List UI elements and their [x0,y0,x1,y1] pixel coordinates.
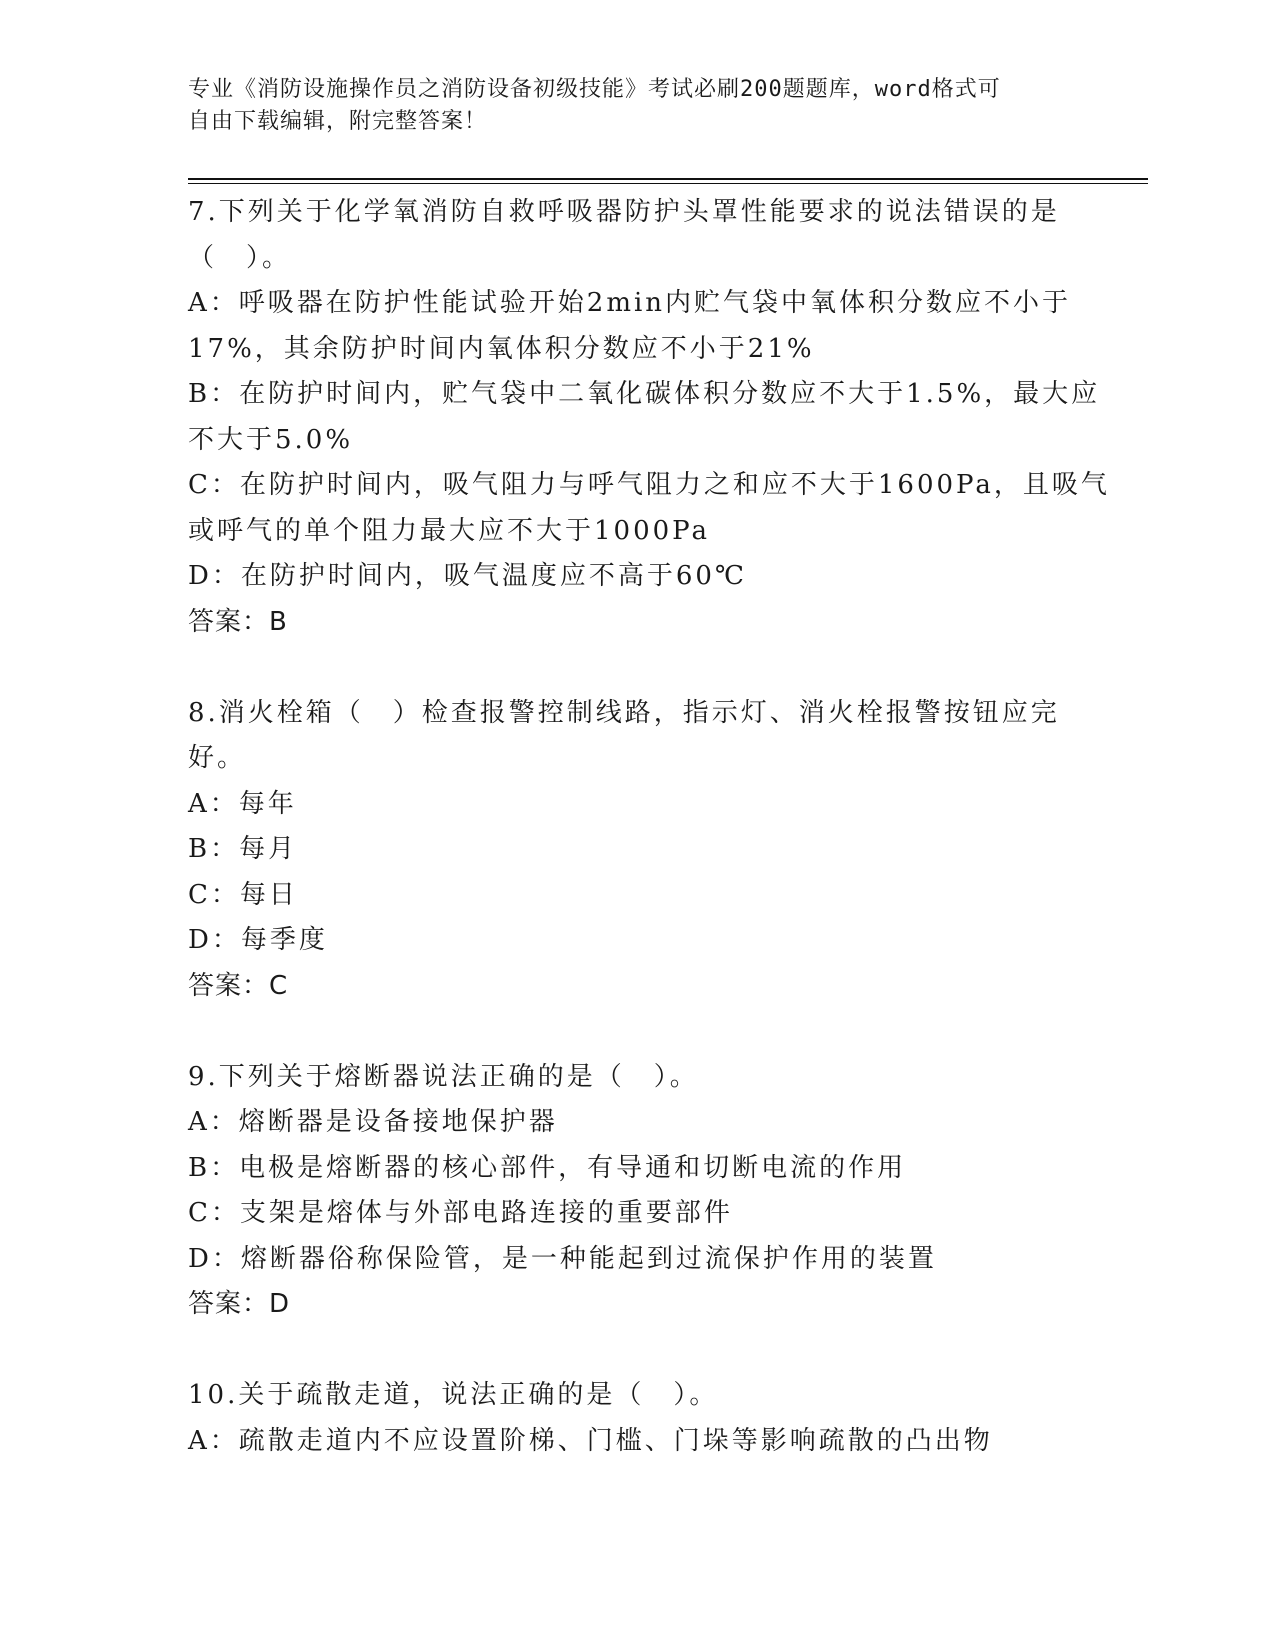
question-gap [188,645,1088,691]
option-b: B：每月 [188,834,298,864]
question-list [188,190,1110,1464]
option-c: 或呼气的单个阻力最大应不大于1000Pa [188,515,710,546]
header-line-2: 自由下载编辑，附完整答案！ [188,109,488,134]
question-stem: 9.下列关于熔断器说法正确的是（ ）。 [188,1061,699,1092]
header-line-1: 专业《消防设施操作员之消防设备初级技能》考试必刷200题题库，word格式可 [188,77,1001,102]
question-stem: 7.下列关于化学氧消防自救呼吸器防护头罩性能要求的说法错误的是 [188,197,1060,227]
option-b: 不大于5.0% [188,424,354,455]
question-8 [188,691,1088,1010]
option-d: D：在防护时间内，吸气温度应不高于60℃ [188,561,748,591]
question-10 [188,1373,1088,1464]
question-stem: 8.消火栓箱（ ）检查报警控制线路，指示灯、消火栓报警按钮应完 [188,697,1060,728]
option-c: C：支架是熔体与外部电路连接的重要部件 [188,1198,733,1228]
question-9 [188,1055,1088,1328]
option-a: A：熔断器是设备接地保护器 [188,1107,558,1137]
option-c: C：每日 [188,879,298,910]
answer: 答案：C [188,970,289,1001]
question-gap [188,1009,1088,1055]
option-d: D：每季度 [188,925,328,955]
option-a: A：呼吸器在防护性能试验开始2min内贮气袋中氧体积分数应不小于 [188,288,1072,318]
document-header [188,74,1088,138]
option-a: A：疏散走道内不应设置阶梯、门槛、门垛等影响疏散的凸出物 [188,1425,993,1456]
question-gap [188,1328,1088,1374]
question-stem: 10.关于疏散走道，说法正确的是（ ）。 [188,1380,719,1410]
option-a: 17%，其余防护时间内氧体积分数应不小于21% [188,333,815,364]
header-rule-thin [188,183,1148,184]
answer: 答案：D [188,1289,291,1319]
question-7 [188,190,1110,645]
option-b: B：在防护时间内，贮气袋中二氧化碳体积分数应不大于1.5%，最大应 [188,379,1101,409]
question-stem: 好。 [188,743,247,773]
option-b: B：电极是熔断器的核心部件，有导通和切断电流的作用 [188,1152,907,1183]
header-rule-thick [188,178,1148,180]
option-c: C：在防护时间内，吸气阻力与呼气阻力之和应不大于1600Pa，且吸气 [188,470,1110,500]
option-a: A：每年 [188,788,297,819]
option-d: D：熔断器俗称保险管，是一种能起到过流保护作用的装置 [188,1243,937,1274]
question-stem: （ ）。 [188,242,292,273]
answer: 答案：B [188,606,288,637]
